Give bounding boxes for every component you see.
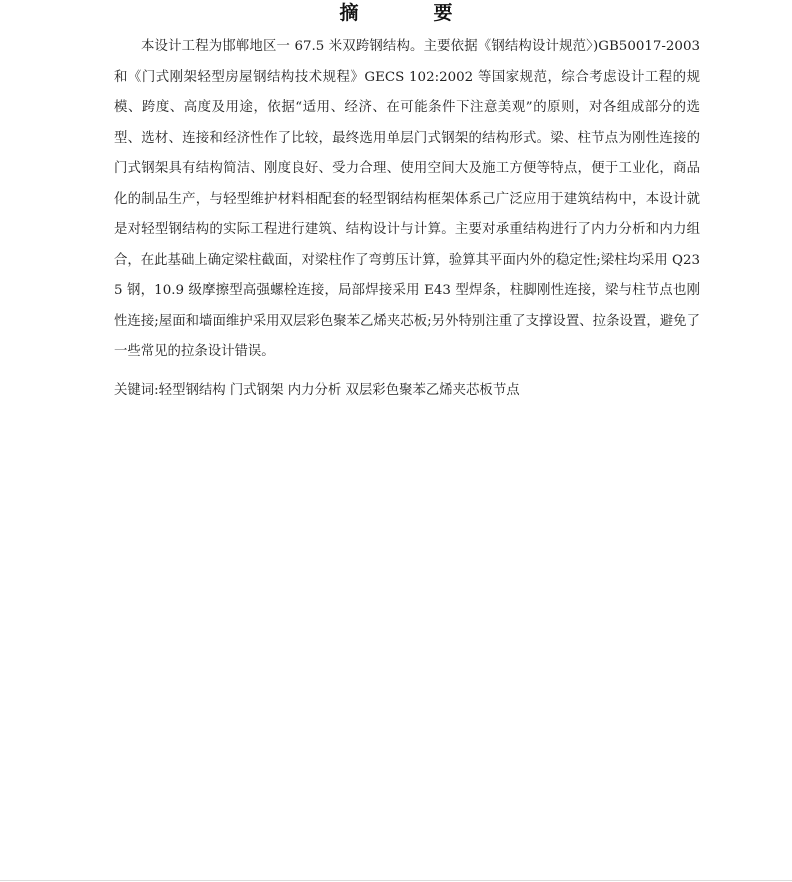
keywords-line: 关键词:轻型钢结构 门式钢架 内力分析 双层彩色聚苯乙烯夹芯板节点: [114, 383, 520, 398]
page-title: 摘 要: [339, 2, 481, 24]
abstract-paragraph: 本设计工程为邯郸地区一 67.5 米双跨钢结构。主要依据《钢结构设计规范〉)GB50017-2003 和《门式刚架轻型房屋钢结构技术规程》GECS 102:2002 等国家规范，综合考虑设计工程的规模、跨度、高度及用途，依据“适用、经济、在可能条件下注意美观”的原则，对各组成部分的选型、选材、连接和经济性作了比较，最终选用单层门式钢架的结构形式。梁、柱节点为刚性连接的门式钢架具有结构简洁、刚度良好、受力合理、使用空间大及施工方便等特点，便于工业化，商品化的制品生产，与轻型维护材料相配套的轻型钢结构框架体系己广泛应用于建筑结构中，本设计就是对轻型钢结构的实际工程进行建筑、结构设计与计算。主要对承重结构进行了内力分析和内力组合，在此基础上确定梁柱截面，对梁柱作了弯剪压计算，验算其平面内外的稳定性;梁柱均采用 Q235 钢，10.9 级摩擦型高强螺栓连接，局部焊接采用 E43 型焊条，柱脚刚性连接，梁与柱节点也刚性连接;屋面和墙面维护采用双层彩色聚苯乙烯夹芯板;另外特别注重了支撑设置、拉条设置，避免了一些常见的拉条设计错误。: [114, 39, 700, 359]
page-bottom-divider: [0, 880, 792, 881]
